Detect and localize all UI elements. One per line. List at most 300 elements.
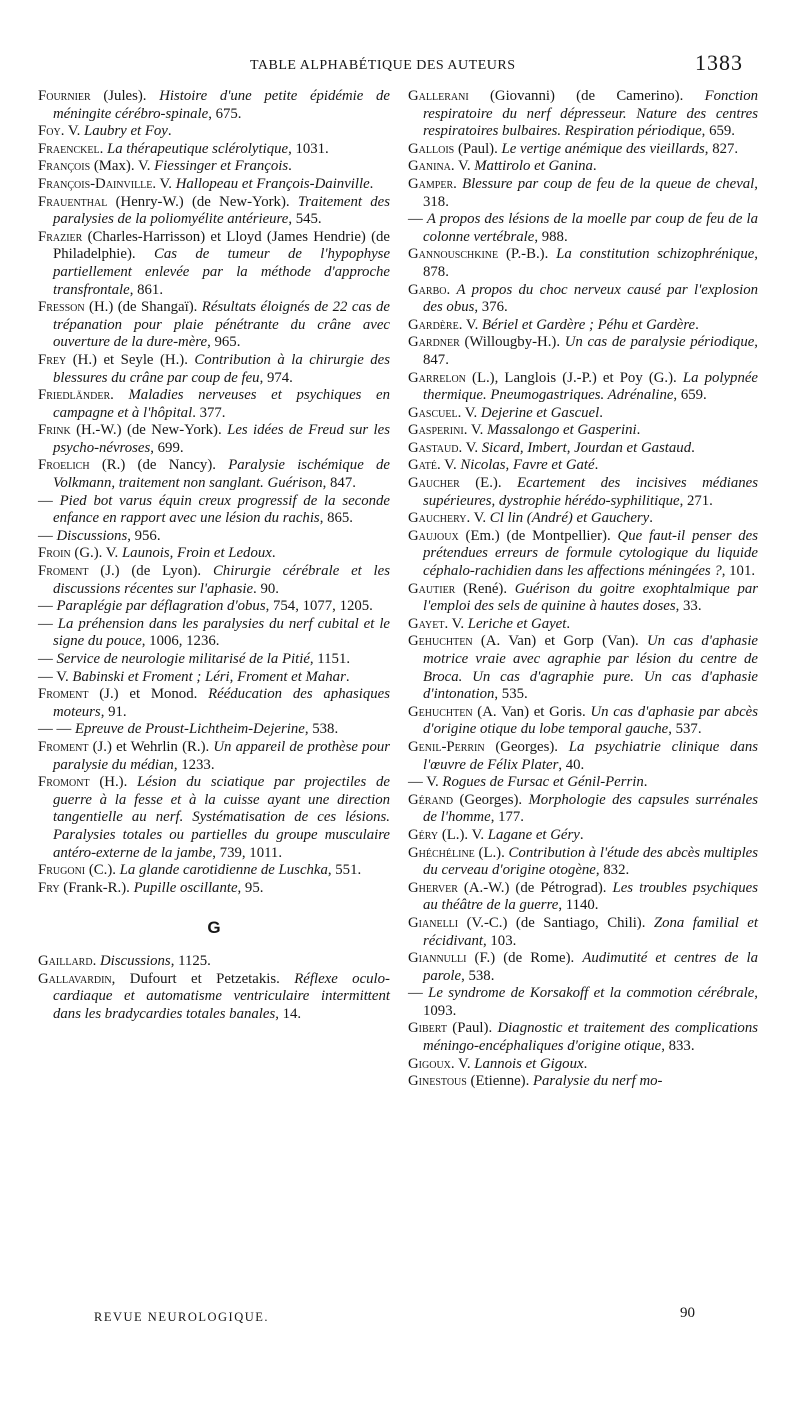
entry-name: Froment xyxy=(38,563,89,580)
entry-title: Un cas d'aphasie motrice vraie avec agraphie par lésion du centre de Broca. Un cas d'agraphie pure. Un cas d'aphasie d'intonation xyxy=(423,633,758,703)
entry-post: , 535. xyxy=(494,686,528,703)
entry-name: Gianelli xyxy=(408,914,459,931)
entry-pre: (Paul). xyxy=(446,1020,498,1037)
entry-title: Chirurgie cérébrale et les discussions récentes sur l'aphasie xyxy=(53,563,390,597)
entry-pre: (Frank-R.). xyxy=(59,879,134,896)
index-entry xyxy=(38,880,390,898)
index-entry xyxy=(38,971,390,1024)
entry-name: Gibert xyxy=(408,1020,447,1037)
entry-post: , 1151. xyxy=(309,651,351,667)
entry-post: , 861. xyxy=(129,281,164,298)
entry-pre: (Georges). xyxy=(453,791,529,808)
entry-name: Fournier xyxy=(38,88,91,104)
entry-title: Rééducation des aphasiques moteurs xyxy=(53,686,390,720)
entry-post: , 538. xyxy=(304,721,339,738)
section-letter-g: G xyxy=(207,918,221,938)
entry-pre: . xyxy=(446,281,457,298)
entry-pre: — xyxy=(38,651,57,667)
index-entry xyxy=(408,1073,758,1091)
entry-title: Hallopeau et François-Dainville xyxy=(175,175,370,192)
entry-post: , 40. xyxy=(558,756,585,773)
entry-name: Garrelon xyxy=(408,369,466,386)
entry-title: Babinski et Froment ; Léri, Froment et Mahar xyxy=(72,668,346,685)
index-entry xyxy=(408,1020,758,1055)
entry-name: Gasperini xyxy=(408,422,464,439)
entry-title: Sicard, Imbert, Jourdan et Gastaud xyxy=(481,439,692,456)
entry-post: , 865. xyxy=(319,510,353,527)
index-entry xyxy=(38,176,390,194)
entry-post: . xyxy=(583,1055,588,1072)
entry-post: . 377. xyxy=(192,404,226,421)
entry-pre: (Etienne). xyxy=(466,1073,533,1090)
index-entry xyxy=(38,194,390,229)
entry-title: Discussions xyxy=(99,952,171,969)
entry-pre: . V. xyxy=(458,439,482,456)
entry-post: . xyxy=(599,404,603,421)
index-entry xyxy=(408,880,758,915)
entry-post: . xyxy=(594,457,599,474)
entry-pre: . V. xyxy=(463,422,488,439)
index-entry xyxy=(408,1056,758,1074)
entry-pre: (Charles-Harrisson) et Lloyd (James Hendrie) (de Philadelphie). xyxy=(53,228,390,263)
entry-title: La constitution schizophrénique xyxy=(556,246,755,263)
entry-title: Massalongo et Gasperini xyxy=(487,422,637,439)
entry-post: , 538. xyxy=(461,967,495,984)
entry-pre: (F.) (de Rome). xyxy=(466,950,583,967)
entry-name: Genil-Perrin xyxy=(408,738,485,755)
index-entry xyxy=(408,792,758,827)
entry-title: Blessure par coup de feu de la queue de cheval xyxy=(462,175,755,192)
entry-pre: (E.). xyxy=(459,475,517,492)
entry-post: . 90. xyxy=(253,580,279,597)
entry-title: La glande carotidienne de Luschka xyxy=(119,862,328,879)
entry-post: , 827. xyxy=(704,140,739,157)
entry-pre: — — xyxy=(38,721,75,738)
entry-pre: (J.) (de Lyon). xyxy=(88,563,213,580)
index-entry xyxy=(38,669,390,687)
index-entry xyxy=(38,352,390,387)
entry-name: Gannouschkine xyxy=(408,246,499,263)
index-entry xyxy=(38,739,390,774)
index-entry xyxy=(408,475,758,510)
entry-post: , 91. xyxy=(100,703,127,720)
entry-title: Que faut-il penser des prétendues erreurs de formule cytologique du liquide céphalo-rachidien dans les affections méningées ? xyxy=(423,527,759,580)
entry-post: , 376. xyxy=(474,299,508,316)
entry-name: Gallavardin xyxy=(38,970,112,987)
entry-title: La préhension dans les paralysies du nerf cubital et le signe du pouce xyxy=(53,615,390,650)
entry-name: Fraenckel xyxy=(38,140,100,157)
entry-pre: (Paul). xyxy=(454,140,502,157)
entry-name: Gayet xyxy=(408,615,445,632)
entry-title: Résultats éloignés de 22 cas de trépanation pour plaie pénétrante du crâne avec ouverture de la dure-mère xyxy=(53,299,391,351)
entry-pre: (Georges). xyxy=(484,738,569,755)
entry-name: Gallerani xyxy=(408,88,469,104)
right-column xyxy=(408,88,758,1091)
entry-pre: . xyxy=(110,387,129,404)
index-entry xyxy=(38,123,390,141)
entry-pre: . V. xyxy=(457,404,481,421)
entry-title: A propos du choc nerveux causé par l'explosion des obus xyxy=(423,281,759,316)
footer-sheet-number: 90 xyxy=(680,1305,695,1321)
entry-post: , 878. xyxy=(423,246,758,280)
entry-post: , 537. xyxy=(668,721,702,738)
entry-pre: — V. xyxy=(408,774,443,791)
entry-post: , 965. xyxy=(207,334,241,351)
index-entry xyxy=(408,176,758,211)
index-entry xyxy=(408,405,758,423)
index-entry xyxy=(38,545,390,563)
entry-title: Le vertige anémique des vieillards xyxy=(501,140,705,157)
entry-post: . xyxy=(643,774,648,791)
entry-pre: — xyxy=(408,985,429,1002)
index-entry xyxy=(38,563,390,598)
entry-name: Fromont xyxy=(38,774,90,791)
index-entry xyxy=(38,387,390,422)
entry-post: , 847. xyxy=(322,475,356,492)
entry-name: Gallois xyxy=(408,140,455,157)
entry-title: Leriche et Gayet xyxy=(467,615,567,632)
index-entry xyxy=(408,633,758,703)
entry-post: , 847. xyxy=(423,334,758,368)
entry-pre: (V.-C.) (de Santiago, Chili). xyxy=(458,914,654,931)
index-entry xyxy=(38,598,390,616)
index-entry xyxy=(408,510,758,528)
index-entry xyxy=(408,334,758,369)
entry-title: Les idées de Freud sur les psycho-névroses xyxy=(53,422,390,456)
entry-pre: . xyxy=(453,175,463,192)
entry-title: Epreuve de Proust-Lichtheim-Dejerine xyxy=(75,721,305,738)
right-entries xyxy=(408,88,758,1091)
index-entry xyxy=(38,616,390,651)
entry-title: Paraplégie par déflagration d'obus xyxy=(56,598,266,615)
index-entry xyxy=(408,246,758,281)
index-entry xyxy=(38,528,390,546)
entry-title: Un appareil de prothèse pour paralysie du médian xyxy=(53,738,390,773)
entry-name: Gastaud xyxy=(408,439,459,456)
entry-title: Launois, Froin et Ledoux xyxy=(121,545,272,562)
entry-title: Laubry et Foy xyxy=(84,123,168,140)
entry-pre: (A.-W.) (de Pétrograd). xyxy=(457,879,613,896)
index-entry xyxy=(408,528,758,581)
left-column xyxy=(38,88,390,1023)
entry-pre: (Max). V. xyxy=(90,158,155,175)
entry-pre: . V. xyxy=(458,316,482,333)
entry-name: François-Dainville xyxy=(38,175,153,192)
entry-post: , 1031. xyxy=(288,140,329,157)
index-entry xyxy=(38,141,390,159)
entry-post: , 545. xyxy=(288,211,322,228)
entry-title: La polypnée thermique. Pneumogastriques. Adrénaline xyxy=(423,369,758,404)
entry-post: , 1093. xyxy=(423,985,758,1019)
entry-title: Ecartement des incisives médianes supérieures, dystrophie hérédo-syphilitique xyxy=(423,475,758,509)
entry-name: Fresson xyxy=(38,299,85,316)
entry-title: Les troubles psychiques au théâtre de la guerre xyxy=(423,879,758,914)
entry-pre: (L.). xyxy=(474,844,509,861)
index-entry xyxy=(38,229,390,299)
entry-name: Frink xyxy=(38,422,71,439)
entry-name: Fry xyxy=(38,879,60,896)
entry-pre: — xyxy=(408,211,427,228)
entry-pre: . xyxy=(92,952,100,969)
index-entry xyxy=(408,88,758,141)
entry-title: Cl lin (André) et Gauchery xyxy=(489,510,650,527)
entry-title: Fiessinger et François xyxy=(154,158,289,175)
entry-title: Lagane et Géry xyxy=(487,826,580,843)
entry-pre: , Dufourt et Petzetakis. xyxy=(111,970,295,987)
entry-pre: (Em.) (de Montpellier). xyxy=(458,527,618,544)
index-entry xyxy=(408,774,758,792)
index-entry xyxy=(38,686,390,721)
entry-name: Gardère xyxy=(408,316,459,333)
entry-name: Froin xyxy=(38,545,71,562)
entry-post: , 659. xyxy=(701,123,735,140)
index-entry xyxy=(408,422,758,440)
entry-name: Gigoux xyxy=(408,1055,451,1072)
entry-title: Morphologie des capsules surrénales de l'homme xyxy=(423,791,758,826)
entry-name: Gehuchten xyxy=(408,703,473,720)
entry-post: , 754, 1077, 1205. xyxy=(265,598,373,615)
entry-post: . xyxy=(592,158,597,175)
entry-post: , 956. xyxy=(127,527,161,544)
entry-post: , 1006, 1236. xyxy=(141,633,220,650)
index-entry xyxy=(38,493,390,528)
entry-name: Gérand xyxy=(408,791,454,808)
index-entry xyxy=(408,581,758,616)
entry-post: , 33. xyxy=(675,598,702,615)
entry-name: Gamper xyxy=(408,175,454,192)
entry-title: Pupille oscillante xyxy=(133,879,238,896)
entry-post: . xyxy=(691,439,695,456)
entry-title: A propos des lésions de la moelle par coup de feu de la colonne vertébrale xyxy=(423,211,758,245)
entry-post: . xyxy=(167,123,172,140)
entry-post: . xyxy=(695,316,699,333)
entry-pre: . V. xyxy=(152,175,176,192)
entry-pre: — xyxy=(38,492,60,509)
entry-title: Service de neurologie militarisé de la Pitié xyxy=(56,651,310,667)
entry-name: Friedländer xyxy=(38,387,111,404)
entry-name: Gaujoux xyxy=(408,527,459,544)
entry-pre: (René). xyxy=(455,580,515,597)
running-title: TABLE ALPHABÉTIQUE DES AUTEURS xyxy=(250,58,516,73)
entry-name: Ginestous xyxy=(408,1073,467,1090)
entry-post: , 833. xyxy=(661,1038,695,1055)
index-entry xyxy=(408,827,758,845)
entry-title: Rogues de Fursac et Génil-Perrin xyxy=(442,774,644,791)
entry-pre: (H.) et Seyle (H.). xyxy=(66,351,195,368)
entry-post: . xyxy=(636,422,641,439)
entry-pre: . V. xyxy=(437,457,461,474)
entry-pre: — xyxy=(38,527,57,544)
entry-post: , 14. xyxy=(275,1005,302,1022)
entry-post: , 177. xyxy=(490,809,524,826)
entry-post: , 103. xyxy=(483,932,517,949)
entry-name: Frugoni xyxy=(38,862,86,879)
index-entry xyxy=(408,915,758,950)
entry-pre: (G.). V. xyxy=(70,545,122,562)
entry-post: , 1125. xyxy=(170,952,211,969)
entry-title: Réflexe oculo-cardiaque et automatisme ventriculaire intermittent dans les bradycardies totales banales xyxy=(53,970,390,1022)
entry-pre: (H.). xyxy=(89,774,138,791)
entry-title: Contribution à la chirurgie des blessures du crâne par coup de feu xyxy=(53,351,390,386)
entry-name: Gaté xyxy=(408,457,438,474)
index-entry xyxy=(38,651,390,669)
index-entry xyxy=(408,282,758,317)
index-entry xyxy=(38,457,390,492)
entry-title: Dejerine et Gascuel xyxy=(480,404,600,421)
entry-title: Le syndrome de Korsakoff et la commotion cérébrale xyxy=(428,985,755,1002)
entry-pre: (Jules). xyxy=(90,88,160,104)
index-entry xyxy=(408,211,758,246)
entry-name: Ganina xyxy=(408,158,451,175)
entry-name: Froelich xyxy=(38,457,90,474)
entry-title: La thérapeutique sclérolytique xyxy=(106,140,289,157)
entry-name: Froment xyxy=(38,738,89,755)
entry-title: Mattirolo et Ganina xyxy=(474,158,593,175)
entry-post: . xyxy=(579,826,584,843)
entry-title: Discussions xyxy=(56,527,128,544)
entry-title: Fonction respiratoire du nerf dépresseur. Nature des centres respiratoires bulbaires. Respiration périodique xyxy=(423,88,758,140)
entry-title: Nicolas, Favre et Gaté xyxy=(460,457,595,474)
entry-post: . xyxy=(566,615,571,632)
entry-name: Frey xyxy=(38,351,67,368)
entry-pre: (L.). V. xyxy=(438,826,488,843)
entry-pre: . xyxy=(99,140,107,157)
entry-title: Lésion du sciatique par projectiles de guerre à la fesse et à la cuisse ayant une direction tangentielle au nerf. Systématisation de ces lésions. Paralysies totales ou partielles du groupe musculaire antéro-externe de la jambe xyxy=(53,774,390,861)
index-entry xyxy=(38,158,390,176)
entry-pre: (A. Van) et Goris. xyxy=(472,703,591,720)
entry-post: . xyxy=(345,668,350,685)
entry-title: Histoire d'une petite épidémie de méningite cérébro-spinale xyxy=(53,88,391,122)
index-entry xyxy=(38,299,390,352)
entry-title: Zona familial et récidivant xyxy=(423,914,758,949)
index-entry xyxy=(408,985,758,1020)
entry-title: Cas de tumeur de l'hypophyse partiellement enlevée par la méthode d'approche transfrontale xyxy=(53,246,391,298)
entry-title: Paralysie ischémique de Volkmann, traitement non sanglant. Guérison xyxy=(53,457,391,492)
entry-post: , 659. xyxy=(673,387,707,404)
entry-title: Pied bot varus équin creux progressif de la seconde enfance en rapport avec une lésion du rachis xyxy=(53,492,390,527)
index-entry xyxy=(38,774,390,862)
entry-post: . xyxy=(271,545,276,562)
entry-pre: . V. xyxy=(466,510,490,527)
entry-post: , 832. xyxy=(595,862,630,879)
entry-title: Maladies nerveuses et psychiques en campagne et à l'hôpital xyxy=(53,387,390,421)
entry-post: . xyxy=(649,510,653,527)
entry-title: Bériel et Gardère ; Péhu et Gardère xyxy=(482,316,696,333)
index-entry xyxy=(408,370,758,405)
index-entry xyxy=(408,950,758,985)
entry-name: Frazier xyxy=(38,228,83,245)
index-entry xyxy=(38,422,390,457)
index-entry xyxy=(408,739,758,774)
entry-title: La psychiatrie clinique dans l'œuvre de Félix Plater xyxy=(423,738,758,773)
entry-name: François xyxy=(38,158,91,175)
index-entry xyxy=(408,457,758,475)
entry-pre: (H.-W.) (de New-York). xyxy=(70,422,228,439)
entry-name: Gautier xyxy=(408,580,456,597)
entry-pre: . V. xyxy=(450,1055,475,1072)
entry-post: , 101. xyxy=(721,563,756,580)
entry-name: Gardner xyxy=(408,334,460,351)
entry-name: Géry xyxy=(408,826,439,843)
entry-title: Audimutité et centres de la parole xyxy=(423,950,758,984)
entry-title: Lannois et Gigoux xyxy=(474,1055,584,1072)
entry-pre: (L.), Langlois (J.-P.) et Poy (G.). xyxy=(465,369,683,386)
index-entry xyxy=(38,953,390,971)
entry-pre: (H.) (de Shangaï). xyxy=(84,299,202,316)
entry-post: , 318. xyxy=(423,175,758,210)
entry-title: Un cas de paralysie périodique xyxy=(564,334,755,351)
entry-name: Gauchery xyxy=(408,510,467,527)
entry-name: Gascuel xyxy=(408,404,458,421)
entry-pre: (P.-B.). xyxy=(498,246,557,263)
entry-name: Gaillard xyxy=(38,952,93,969)
entry-post: . xyxy=(369,175,374,192)
index-entry xyxy=(408,141,758,159)
entry-name: Frauenthal xyxy=(38,193,108,210)
entry-name: Garbo xyxy=(408,281,447,298)
entry-name: Foy xyxy=(38,123,61,140)
index-entry xyxy=(38,862,390,880)
entry-name: Gehuchten xyxy=(408,633,473,650)
entry-pre: (J.) et Monod. xyxy=(88,686,209,703)
index-entry xyxy=(38,721,390,739)
entry-name: Gherver xyxy=(408,879,458,896)
entry-pre: (Giovanni) (de Camerino). xyxy=(468,88,705,104)
entry-post: , 675. xyxy=(208,105,242,122)
entry-title: Traitement des paralysies de la poliomyélite antérieure xyxy=(53,193,391,228)
entry-pre: (C.). xyxy=(85,862,120,879)
entry-post: , 974. xyxy=(259,369,293,386)
entry-name: Gaucher xyxy=(408,475,460,492)
index-entry xyxy=(38,88,390,123)
entry-title: Paralysie du nerf mo- xyxy=(533,1073,663,1090)
entry-post: , 1140. xyxy=(558,897,599,914)
entry-name: Froment xyxy=(38,686,89,703)
entry-post: . xyxy=(288,158,292,175)
entry-pre: (R.) (de Nancy). xyxy=(89,457,229,474)
index-entry xyxy=(408,704,758,739)
entry-pre: (J.) et Wehrlin (R.). xyxy=(88,738,214,755)
entry-post: , 551. xyxy=(327,862,362,879)
index-entry xyxy=(408,440,758,458)
entry-title: Diagnostic et traitement des complications méningo-encéphaliques d'origine otique xyxy=(423,1020,758,1055)
footer-journal: REVUE NEUROLOGIQUE. xyxy=(94,1310,270,1324)
entry-name: Ghéchéline xyxy=(408,844,475,861)
index-entry xyxy=(408,158,758,176)
entry-name: Giannulli xyxy=(408,950,467,967)
entry-post: , 271. xyxy=(679,492,713,509)
entry-title: Guérison du goitre exophtalmique par l'emploi des sels de quinine à hautes doses xyxy=(423,580,758,615)
index-entry xyxy=(408,845,758,880)
entry-pre: — V. xyxy=(38,668,73,685)
entry-pre: . V. xyxy=(444,615,468,632)
entry-pre: (Willougby-H.). xyxy=(459,334,565,351)
left-entries xyxy=(38,88,390,897)
entry-post: , 988. xyxy=(534,228,568,245)
entry-post: , 1233. xyxy=(173,756,215,773)
entry-pre: (Henry-W.) (de New-York). xyxy=(107,193,298,210)
entry-post: , 699. xyxy=(150,439,184,456)
index-entry xyxy=(408,616,758,634)
entry-pre: . V. xyxy=(450,158,475,175)
entry-post: , 739, 1011. xyxy=(212,844,283,861)
entry-post: , 95. xyxy=(237,879,264,896)
entry-pre: . V. xyxy=(60,123,84,140)
left-entries-g xyxy=(38,953,390,1023)
entry-pre: — xyxy=(38,615,58,632)
entry-title: Un cas d'aphasie par abcès d'origine otique du lobe temporal gauche xyxy=(423,703,758,738)
page-number: 1383 xyxy=(695,50,743,75)
